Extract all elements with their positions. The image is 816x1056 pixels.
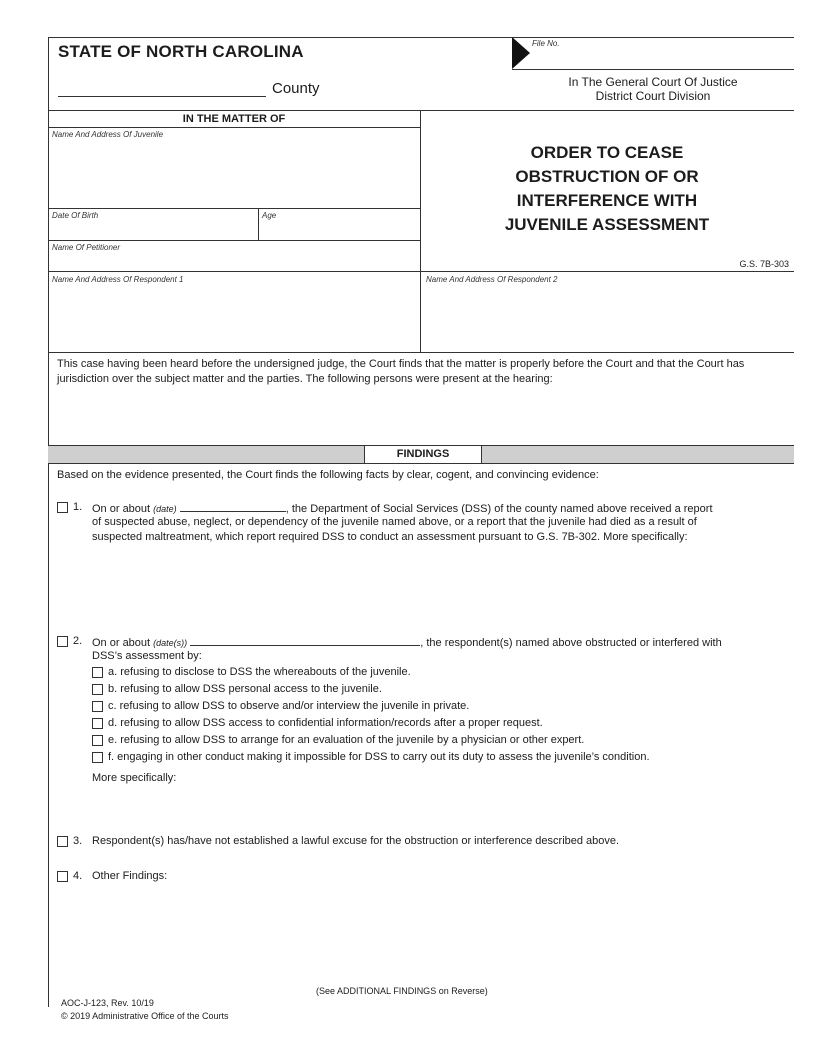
finding2e-checkbox[interactable] <box>92 735 103 746</box>
finding2f-text: f. engaging in other conduct making it impossible for DSS to carry out its duty to assess the juvenile’s condition. <box>108 751 650 763</box>
title-line-3: INTERFERENCE WITH <box>516 191 698 210</box>
matter-bottom-line <box>48 352 794 353</box>
see-reverse-note: (See ADDITIONAL FINDINGS on Reverse) <box>316 986 488 996</box>
respondent1-field[interactable] <box>49 285 419 351</box>
finding4-number: 4. <box>73 870 83 882</box>
respondent2-field[interactable] <box>421 285 793 351</box>
finding4-text: Other Findings: <box>92 870 168 882</box>
petitioner-field[interactable] <box>49 252 419 271</box>
finding2d-checkbox[interactable] <box>92 718 103 729</box>
finding1-pre: On or about <box>92 503 151 515</box>
finding2-pre: On or about <box>92 637 151 649</box>
order-title <box>440 141 774 237</box>
finding4-checkbox[interactable] <box>57 871 68 882</box>
finding1-date-field[interactable] <box>180 500 286 512</box>
finding2c-checkbox[interactable] <box>92 701 103 712</box>
age-label: Age <box>262 211 277 220</box>
petitioner-top-line <box>48 240 420 241</box>
persons-present-field[interactable] <box>57 390 789 442</box>
dob-field[interactable] <box>49 220 257 239</box>
finding2-number: 2. <box>73 635 83 647</box>
finding2d-text: d. refusing to allow DSS access to confidential information/records after a proper request. <box>108 717 543 729</box>
finding2b-checkbox[interactable] <box>92 684 103 695</box>
county-label: County <box>272 80 320 97</box>
finding1-line3: suspected maltreatment, which report required DSS to conduct an assessment pursuant to G.S. 7B-302. More specifically: <box>92 531 688 543</box>
juvenile-field[interactable] <box>49 140 419 208</box>
intro-text: This case having been heard before the undersigned judge, the Court finds that the matter is properly before the Court and that the Court has jurisdiction over the subject matter and the parties. The following persons were present at the hearing: <box>57 358 745 385</box>
respondent-top-line <box>48 271 794 272</box>
matter-heading-line <box>48 127 420 128</box>
form-id: AOC-J-123, Rev. 10/19 <box>61 998 154 1008</box>
respondent1-label: Name And Address Of Respondent 1 <box>52 275 184 284</box>
finding3-number: 3. <box>73 835 83 847</box>
file-no-label: File No. <box>532 39 560 48</box>
title-line-4: JUVENILE ASSESSMENT <box>504 215 710 234</box>
title-line-2: OBSTRUCTION OF OR <box>515 167 699 186</box>
finding4-details-field[interactable] <box>92 886 788 976</box>
finding2-text-a: , the respondent(s) named above obstructed or interfered with <box>420 637 722 649</box>
title-line-1: ORDER TO CEASE <box>530 143 684 162</box>
finding2-date-hint: (date(s)) <box>153 638 188 648</box>
finding1-details-field[interactable] <box>92 548 788 624</box>
finding2e-text: e. refusing to allow DSS to arrange for an evaluation of the juvenile by a physician or other expert. <box>108 734 585 746</box>
finding2b-text: b. refusing to allow DSS personal access to the juvenile. <box>108 683 382 695</box>
finding3-checkbox[interactable] <box>57 836 68 847</box>
finding2-more: More specifically: <box>92 772 177 784</box>
petitioner-label: Name Of Petitioner <box>52 243 121 252</box>
finding2f-checkbox[interactable] <box>92 752 103 763</box>
in-the-matter-heading: IN THE MATTER OF <box>182 113 286 125</box>
dob-top-line <box>48 208 420 209</box>
finding1-text-a: , the Department of Social Services (DSS) of the county named above received a report <box>285 503 713 515</box>
finding2a-text: a. refusing to disclose to DSS the whereabouts of the juvenile. <box>108 666 411 678</box>
finding2c-text: c. refusing to allow DSS to observe and/or interview the juvenile in private. <box>108 700 470 712</box>
statute-ref: G.S. 7B-303 <box>739 259 789 269</box>
court-line-1: In The General Court Of Justice <box>568 75 738 89</box>
file-no-arrow-icon <box>512 37 530 69</box>
file-no-line[interactable] <box>512 69 794 70</box>
age-field[interactable] <box>259 220 419 239</box>
top-border <box>48 37 794 38</box>
findings-lead: Based on the evidence presented, the Court finds the following facts by clear, cogent, and convincing evidence: <box>57 469 599 481</box>
finding2-details-field[interactable] <box>92 788 788 828</box>
court-line-2: District Court Division <box>595 89 711 103</box>
dob-label: Date Of Birth <box>52 211 99 220</box>
county-blank[interactable] <box>58 96 266 97</box>
court-designation <box>512 75 794 103</box>
finding1-date-hint: (date) <box>153 504 177 514</box>
finding2-checkbox[interactable] <box>57 636 68 647</box>
finding3-text: Respondent(s) has/have not established a lawful excuse for the obstruction or interference described above. <box>92 835 620 847</box>
finding2-date-field[interactable] <box>190 634 420 646</box>
finding1-number: 1. <box>73 501 83 513</box>
findings-heading: FINDINGS <box>364 445 482 464</box>
finding1-checkbox[interactable] <box>57 502 68 513</box>
juvenile-label: Name And Address Of Juvenile <box>52 130 164 139</box>
finding1-line2: of suspected abuse, neglect, or dependency of the juvenile named above, or a report that the juvenile had died as a result of <box>92 516 697 528</box>
finding2a-checkbox[interactable] <box>92 667 103 678</box>
state-heading: STATE OF NORTH CAROLINA <box>58 42 304 61</box>
finding2-line2: DSS’s assessment by: <box>92 650 202 662</box>
copyright: © 2019 Administrative Office of the Courts <box>61 1011 229 1021</box>
respondent2-label: Name And Address Of Respondent 2 <box>426 275 558 284</box>
